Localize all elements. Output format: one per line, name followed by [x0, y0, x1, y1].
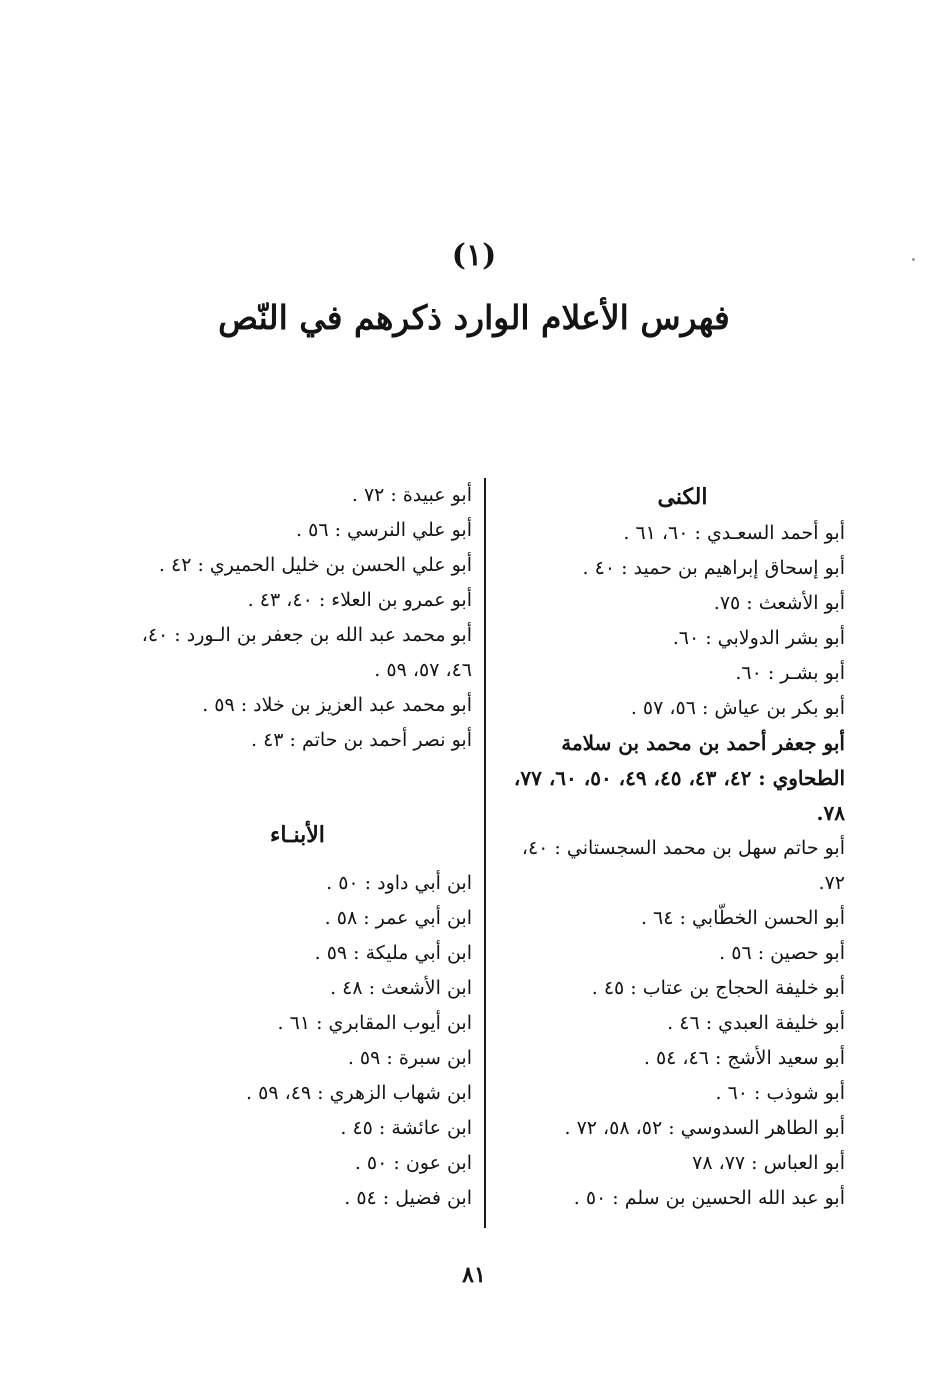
index-entry: أبو حاتم سهل بن محمد السجستاني : ٤٠، ٧٢.	[521, 837, 845, 894]
index-entry: أبو علي الحسن بن خليل الحميري : ٤٢ .	[158, 554, 472, 576]
index-entry: ابن أبي داود : ٥٠ .	[326, 872, 472, 894]
index-entry: أبو محمد عبد العزيز بن خلاد : ٥٩ .	[202, 694, 472, 716]
index-entry: أبو بشر الدولابي : ٦٠.	[672, 627, 845, 649]
index-entry: أبو حصين : ٥٦ .	[719, 942, 845, 964]
index-entry: ابن الأشعث : ٤٨ .	[330, 977, 472, 999]
page-title: فهرس الأعلام الوارد ذكرهم في النّص	[218, 298, 730, 337]
index-entry: أبو نصر أحمد بن حاتم : ٤٣ .	[251, 729, 472, 751]
index-entry: ابن سبرة : ٥٩ .	[347, 1047, 472, 1069]
index-entry: أبو الحسن الخطّابي : ٦٤ .	[640, 907, 845, 929]
index-entry: ابن عون : ٥٠ .	[354, 1152, 472, 1174]
index-entry: أبو العباس : ٧٧، ٧٨	[692, 1152, 845, 1174]
kunya-column	[500, 478, 845, 1216]
index-entry: أبو شوذب : ٦٠ .	[715, 1082, 845, 1104]
index-entry: ابن عائشة : ٤٥ .	[340, 1117, 472, 1139]
index-entry: ابن أبي عمر : ٥٨ .	[324, 907, 472, 929]
index-entry: أبو سعيد الأشج : ٤٦، ٥٤ .	[643, 1047, 845, 1069]
index-entry: ابن أيوب المقابري : ٦١ .	[277, 1012, 472, 1034]
index-entry: ابن أبي مليكة : ٥٩ .	[314, 942, 472, 964]
page-number: ٨١	[462, 1262, 486, 1288]
index-entry: أبو علي النرسي : ٥٦ .	[296, 519, 472, 541]
index-entry: ابن شهاب الزهري : ٤٩، ٥٩ .	[246, 1082, 472, 1104]
index-entry: أبو الأشعث : ٧٥.	[713, 592, 845, 614]
index-entry: أبو عبد الله الحسين بن سلم : ٥٠ .	[573, 1187, 845, 1209]
index-entry: أبو عمرو بن العلاء : ٤٠، ٤٣ .	[247, 589, 472, 611]
index-entry: أبو الطاهر السدوسي : ٥٢، ٥٨، ٧٢ .	[564, 1117, 845, 1139]
index-entry: أبو خليفة العبدي : ٤٦ .	[667, 1012, 845, 1034]
index-entry: أبو محمد عبد الله بن جعفر بن الـورد : ٤٠، ٤٦، ٥٧، ٥٩ .	[141, 624, 472, 681]
names-column	[120, 478, 472, 1216]
column-divider	[484, 478, 486, 1228]
index-entry: أبو أحمد السعـدي : ٦٠، ٦١ .	[623, 522, 845, 544]
section-heading-kunya: الكنى	[657, 484, 708, 510]
index-number: (١)	[451, 238, 497, 273]
section-heading-abna: الأبنـاء	[270, 822, 325, 848]
index-entry: أبو إسحاق إبراهيم بن حميد : ٤٠ .	[582, 557, 845, 579]
index-entry: أبو بكر بن عياش : ٥٦، ٥٧ .	[630, 697, 845, 719]
index-entry: أبو بشـر : ٦٠.	[735, 662, 845, 684]
spacer	[120, 854, 472, 866]
index-entry: أبو خليفة الحجاج بن عتاب : ٤٥ .	[591, 977, 845, 999]
index-entry: ابن فضيل : ٥٤ .	[344, 1187, 472, 1209]
index-entry: أبو عبيدة : ٧٢ .	[351, 484, 472, 506]
index-entry: أبو جعفر أحمد بن محمد بن سلامة الطحاوي : ٤٢، ٤٣، ٤٥، ٤٩، ٥٠، ٦٠، ٧٧، ٧٨.	[513, 731, 845, 825]
